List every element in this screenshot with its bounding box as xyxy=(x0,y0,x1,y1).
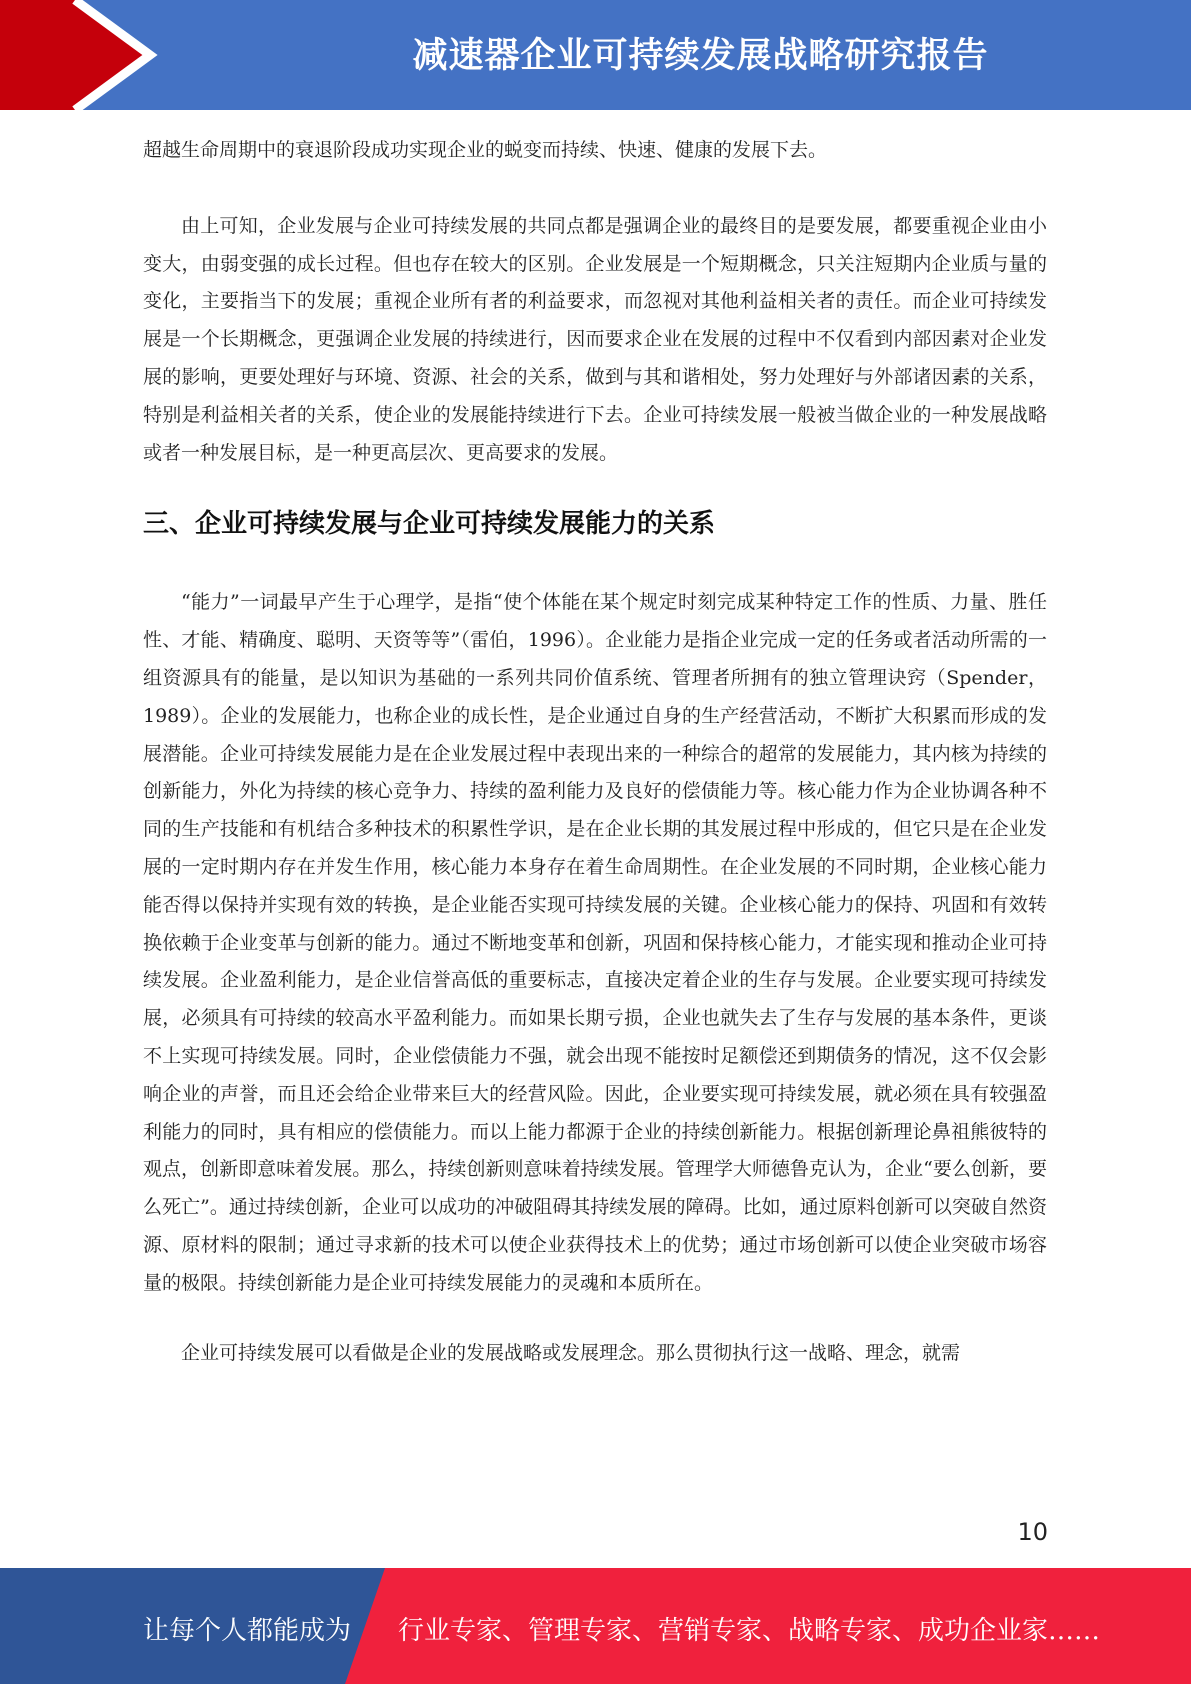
page-number: 10 xyxy=(1017,1518,1048,1546)
paragraph-comparison: 由上可知，企业发展与企业可持续发展的共同点都是强调企业的最终目的是要发展，都要重视企业由小变大，由弱变强的成长过程。但也存在较大的区别。企业发展是一个短期概念，只关注短期内企业质与量的变化，主要指当下的发展；重视企业所有者的利益要求，而忽视对其他利益相关者的责任。而企业可持续发展是一个长期概念，更强调企业发展的持续进行，因而要求企业在发展的过程中不仅看到内部因素对企业发展的影响，更要处理好与环境、资源、社会的关系，做到与其和谐相处，努力处理好与外部诸因素的关系，特别是利益相关者的关系，使企业的发展能持续进行下去。企业可持续发展一般被当做企业的一种发展战略或者一种发展目标，是一种更高层次、更高要求的发展。 xyxy=(143,214,1047,464)
page-footer xyxy=(0,1568,1191,1684)
paragraph-continued: 超越生命周期中的衰退阶段成功实现企业的蜕变而持续、快速、健康的发展下去。 xyxy=(143,139,828,161)
paragraph-strategy: 企业可持续发展可以看做是企业的发展战略或发展理念。那么贯彻执行这一战略、理念，就需 xyxy=(181,1341,961,1364)
footer-slogan-right: 行业专家、管理专家、营销专家、战略专家、成功企业家…… xyxy=(398,1616,1101,1646)
footer-slogan-left: 让每个人都能成为 xyxy=(143,1616,352,1646)
report-title: 减速器企业可持续发展战略研究报告 xyxy=(412,36,989,76)
paragraph-capability: “能力”一词最早产生于心理学，是指“使个体能在某个规定时刻完成某种特定工作的性质、力量、胜任性、才能、精确度、聪明、天资等等”（雷伯，1996）。企业能力是指企业完成一定的任务或者活动所需的一组资源具有的能量，是以知识为基础的一系列共同价值系统、管理者所拥有的独立管理诀窍（Spender，1989）。企业的发展能力，也称企业的成长性，是企业通过自身的生产经营活动，不断扩大积累而形成的发展潜能。企业可持续发展能力是在企业发展过程中表现出来的一种综合的超常的发展能力，其内核为持续的创新能力，外化为持续的核心竞争力、持续的盈利能力及良好的偿债能力等。核心能力作为企业协调各种不同的生产技能和有机结合多种技术的积累性学识，是在企业长期的其发展过程中形成的，但它只是在企业发展的一定时期内存在并发生作用，核心能力本身存在着生命周期性。在企业发展的不同时期，企业核心能力能否得以保持并实现有效的转换，是企业能否实现可持续发展的关键。企业核心能力的保持、巩固和有效转换依赖于企业变革与创新的能力。通过不断地变革和创新，巩固和保持核心能力，才能实现和推动企业可持续发展。企业盈利能力，是企业信誉高低的重要标志，直接决定着企业的生存与发展。企业要实现可持续发展，必须具有可持续的较高水平盈利能力。而如果长期亏损，企业也就失去了生存与发展的基本条件，更谈不上实现可持续发展。同时，企业偿债能力不强，就会出现不能按时足额偿还到期债务的情况，这不仅会影响企业的声誉，而且还会给企业带来巨大的经营风险。因此，企业要实现可持续发展，就必须在具有较强盈利能力的同时，具有相应的偿债能力。而以上能力都源于企业的持续创新能力。根据创新理论鼻祖熊彼特的观点，创新即意味着发展。那么，持续创新则意味着持续发展。管理学大师德鲁克认为，企业“要么创新，要么死亡”。通过持续创新，企业可以成功的冲破阻碍其持续发展的障碍。比如，通过原料创新可以突破自然资源、原材料的限制；通过寻求新的技术可以使企业获得技术上的优势；通过市场创新可以使企业突破市场容量的极限。持续创新能力是企业可持续发展能力的灵魂和本质所在。 xyxy=(143,591,1047,1294)
page-header xyxy=(0,0,1191,110)
section-heading: 三、企业可持续发展与企业可持续发展能力的关系 xyxy=(143,509,716,540)
page-body xyxy=(143,132,1047,1372)
